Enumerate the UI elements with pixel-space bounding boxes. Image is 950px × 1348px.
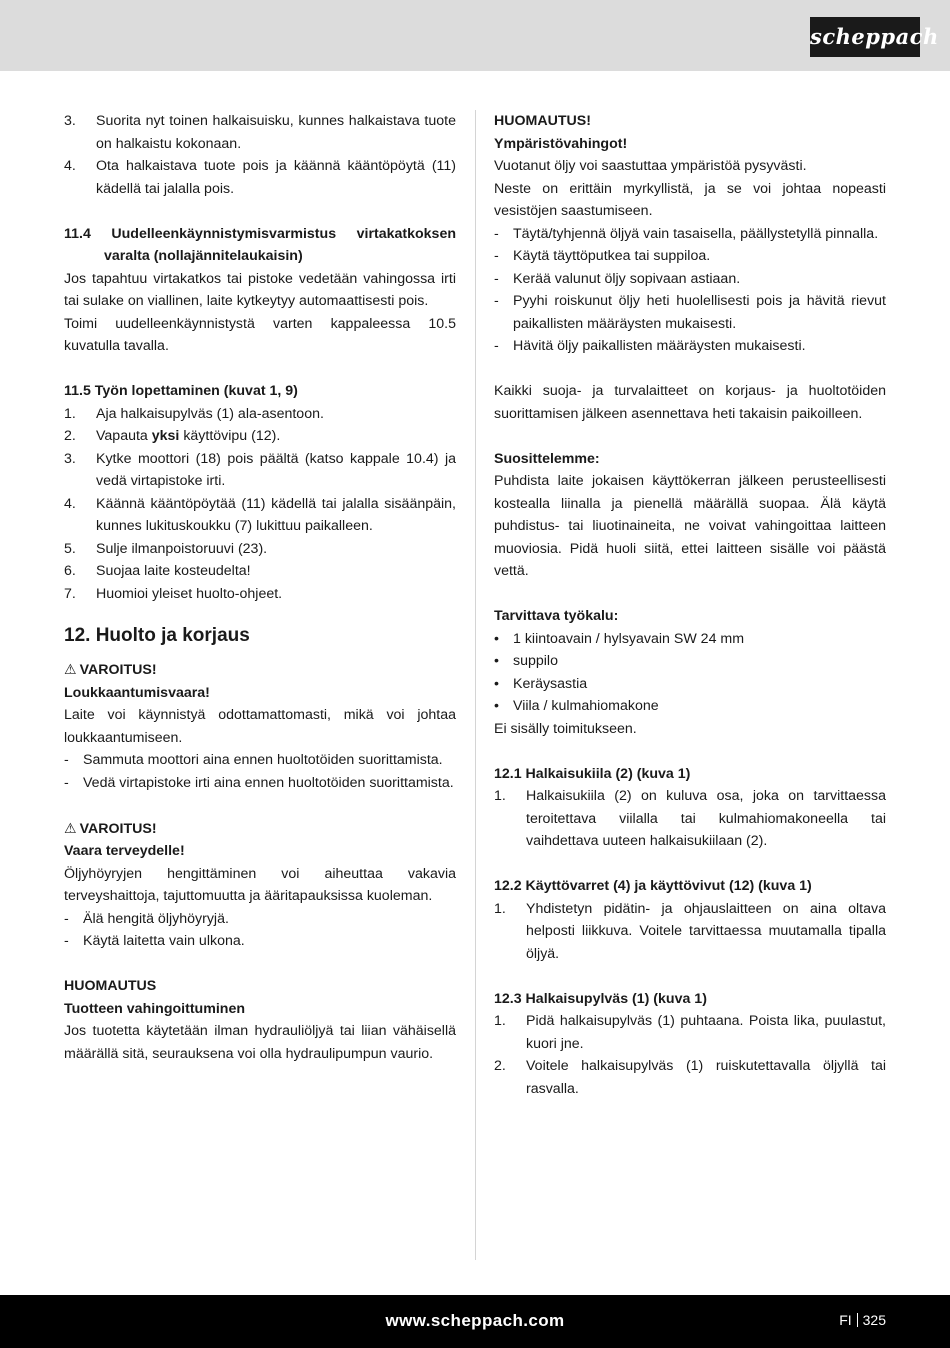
list-item: 1. Aja halkaisupylväs (1) ala-asentoon. bbox=[64, 405, 324, 422]
list-item: 2. Vapauta yksi käyttövipu (12). bbox=[64, 428, 281, 444]
page-number: FI 325 bbox=[839, 1312, 886, 1328]
list-item: • Viila / kulmahiomakone bbox=[494, 698, 659, 714]
section-heading-11-4: 11.4 Uudelleenkäynnistymisvarmistus virtakatkoksen varalta (nollajännitelaukaisin) bbox=[64, 225, 456, 264]
paragraph: Laite voi käynnistyä odottamattomasti, mikä voi johtaa loukkaantumiseen. bbox=[64, 707, 456, 746]
list-item: 3. Kytke moottori (18) pois päältä (katso kappale 10.4) ja vedä virtapistoke irti. bbox=[64, 450, 456, 489]
chapter-heading-12: 12. Huolto ja korjaus bbox=[64, 625, 250, 646]
note-title: Ympäristövahingot! bbox=[494, 135, 628, 152]
section-heading-12-2: 12.2 Käyttövarret (4) ja käyttövivut (12) (kuva 1) bbox=[494, 878, 812, 894]
warning-title: Vaara terveydelle! bbox=[64, 843, 185, 859]
list-item: - Käytä täyttöputkea tai suppiloa. bbox=[494, 248, 711, 264]
list-item: - Käytä laitetta vain ulkona. bbox=[64, 933, 245, 949]
warning-title: Loukkaantumisvaara! bbox=[64, 684, 210, 701]
list-item: - Hävitä öljy paikallisten määräysten mukaisesti. bbox=[494, 338, 806, 354]
paragraph: Öljyhöyryjen hengittäminen voi aiheuttaa vakavia terveyshaittoja, tajuttomuutta ja ääritapauksissa kuoleman. bbox=[64, 865, 456, 904]
page-header bbox=[0, 0, 950, 71]
list-item: 4. Käännä kääntöpöytää (11) kädellä tai jalalla sisäänpäin, kunnes lukituskoukku (7) lukittuu paikalleen. bbox=[64, 495, 456, 534]
brand-logo: scheppach bbox=[810, 17, 920, 57]
note-label: HUOMAUTUS! bbox=[494, 113, 591, 129]
tools-title: Tarvittava työkalu: bbox=[494, 608, 619, 624]
paragraph: Jos tuotetta käytetään ilman hydrauliöljyä tai liian vähäisellä määrällä sitä, seurauksena voi olla hydraulipumpun vaurio. bbox=[64, 1023, 456, 1062]
note-title: Tuotteen vahingoittuminen bbox=[64, 1000, 246, 1017]
list-item: - Vedä virtapistoke irti aina ennen huoltotöiden suorittamista. bbox=[64, 774, 454, 791]
list-item: - Pyyhi roiskunut öljy heti huolellisesti pois ja hävitä rievut paikallisten määräysten mukaisesti. bbox=[494, 293, 886, 332]
warning-icon: ⚠ bbox=[64, 661, 77, 677]
recommend-title: Suosittelemme: bbox=[494, 450, 600, 467]
warning-label: ⚠ VAROITUS! bbox=[64, 817, 456, 841]
warning-label: ⚠ VAROITUS! bbox=[64, 658, 456, 682]
paragraph: Vuotanut öljy voi saastuttaa ympäristöä pysyvästi. bbox=[494, 158, 807, 174]
left-column bbox=[64, 110, 456, 1065]
list-item: - Sammuta moottori aina ennen huoltotöiden suorittamista. bbox=[64, 752, 443, 768]
page-footer bbox=[0, 1295, 950, 1348]
list-item: 4. Ota halkaistava tuote pois ja käännä kääntöpöytä (11) kädellä tai jalalla pois. bbox=[64, 158, 456, 197]
list-item: 1. Pidä halkaisupylväs (1) puhtaana. Poista lika, puulastut, kuori jne. bbox=[494, 1013, 886, 1052]
list-item: 1. Yhdistetyn pidätin- ja ohjauslaitteen on aina oltava helposti liikkuva. Voitele tarvittaessa muutamalla tipalla öljyä. bbox=[494, 900, 886, 962]
paragraph: Toimi uudelleenkäynnistystä varten kappaleessa 10.5 kuvatulla tavalla. bbox=[64, 315, 456, 354]
list-item: 2. Voitele halkaisupylväs (1) ruiskutettavalla öljyllä tai rasvalla. bbox=[494, 1058, 886, 1097]
list-item: • Keräysastia bbox=[494, 675, 588, 692]
paragraph: Puhdista laite jokaisen käyttökerran jälkeen perusteellisesti kostealla liinalla ja pienellä määrällä suopaa. Älä käytä puhdistus- tai liuotinaineita, ne voivat vahingoittaa laitteen muoviosia. Pidä huoli siitä, ettei laitteen sisälle voi päästä vettä. bbox=[494, 473, 886, 579]
list-item: - Älä hengitä öljyhöyryjä. bbox=[64, 910, 229, 927]
section-heading-11-5: 11.5 Työn lopettaminen (kuvat 1, 9) bbox=[64, 383, 298, 399]
section-heading-12-3: 12.3 Halkaisupylväs (1) (kuva 1) bbox=[494, 990, 707, 1007]
list-item: 5. Sulje ilmanpoistoruuvi (23). bbox=[64, 540, 268, 557]
website-url: www.scheppach.com bbox=[385, 1311, 565, 1330]
note-label: HUOMAUTUS bbox=[64, 978, 157, 994]
list-item: 3. Suorita nyt toinen halkaisuisku, kunnes halkaistava tuote on halkaistu kokonaan. bbox=[64, 113, 456, 152]
list-item: - Täytä/tyhjennä öljyä vain tasaisella, päällystetyllä pinnalla. bbox=[494, 225, 879, 242]
paragraph: Kaikki suoja- ja turvalaitteet on korjaus- ja huoltotöiden suorittamisen jälkeen asennettava heti takaisin paikoilleen. bbox=[494, 383, 886, 422]
list-item: 6. Suojaa laite kosteudelta! bbox=[64, 563, 251, 579]
warning-icon: ⚠ bbox=[64, 819, 77, 836]
column-divider bbox=[475, 110, 476, 1260]
paragraph: Neste on erittäin myrkyllistä, ja se voi johtaa nopeasti vesistöjen saastumiseen. bbox=[494, 180, 886, 219]
section-heading-12-1: 12.1 Halkaisukiila (2) (kuva 1) bbox=[494, 765, 691, 782]
list-item: 7. Huomioi yleiset huolto-ohjeet. bbox=[64, 585, 283, 602]
list-item: 1. Halkaisukiila (2) on kuluva osa, joka on tarvittaessa teroitettava viilalla tai kulmahiomakoneella tai vaihdettava uuteen halkaisukiilaan (2). bbox=[494, 788, 886, 849]
right-column bbox=[494, 110, 886, 1100]
list-item: • 1 kiintoavain / hylsyavain SW 24 mm bbox=[494, 630, 745, 647]
paragraph: Ei sisälly toimitukseen. bbox=[494, 720, 637, 737]
list-item: - Kerää valunut öljy sopivaan astiaan. bbox=[494, 270, 741, 287]
list-item: • suppilo bbox=[494, 653, 558, 669]
paragraph: Jos tapahtuu virtakatkos tai pistoke vedetään vahingossa irti tai sulake on viallinen, laite kytkeytyy automaattisesti pois. bbox=[64, 270, 456, 309]
